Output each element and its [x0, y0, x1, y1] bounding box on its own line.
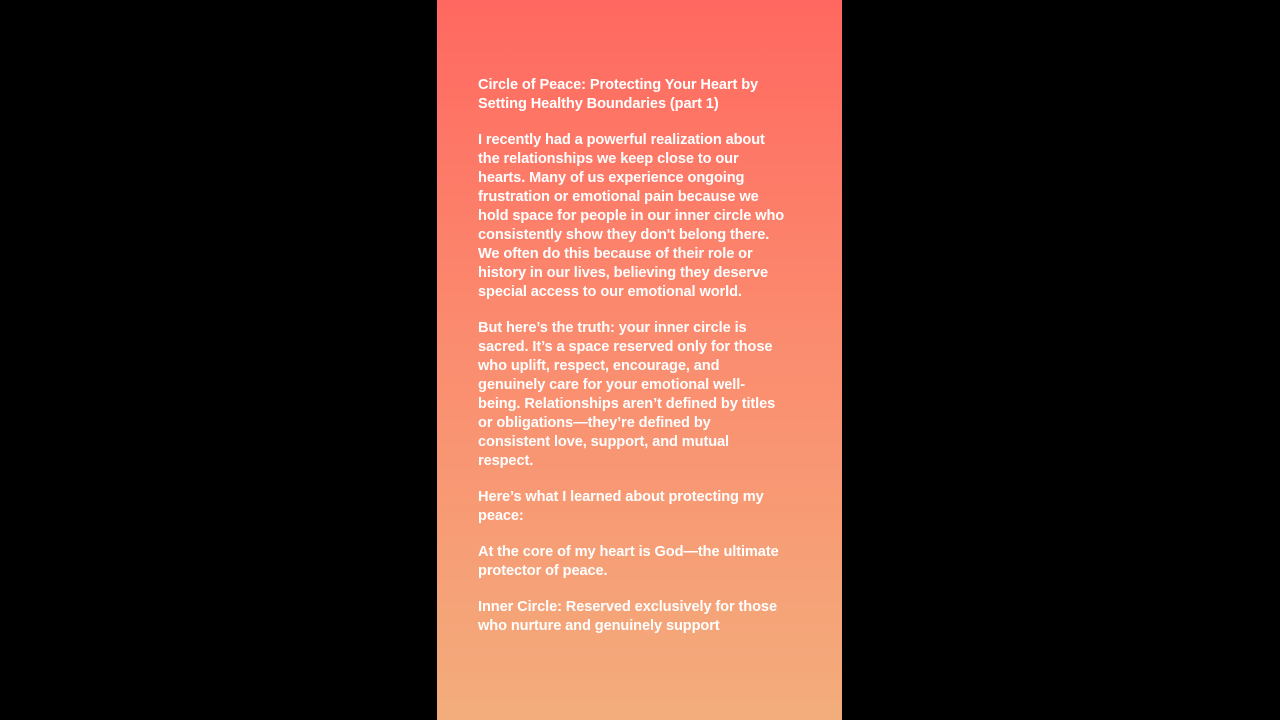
story-paragraph-1: I recently had a powerful realization about the relationships we keep close to our hearts. Many of us experience ongoing frustration or emotional pain because we hold space for people in our inner circle who consistently show they don't belong there. We often do this because of their role or history in our lives, believing they deserve special access to our emotional world. — [478, 132, 785, 300]
story-paragraph-2: But here’s the truth: your inner circle is sacred. It’s a space reserved only for those who uplift, respect, encourage, and genuinely care for your emotional well-being. Relationships aren’t defined by titles or obligations—they’re defined by consistent love, support, and mutual respect. — [478, 320, 776, 469]
story-paragraph-5: Inner Circle: Reserved exclusively for those who nurture and genuinely support — [478, 599, 777, 634]
story-title: Circle of Peace: Protecting Your Heart by Setting Healthy Boundaries (part 1) — [478, 77, 759, 112]
story-paragraph-3: Here’s what I learned about protecting my peace: — [478, 489, 764, 524]
story-paragraph-4: At the core of my heart is God—the ultimate protector of peace. — [478, 544, 779, 579]
story-text-block — [478, 76, 786, 653]
story-card — [437, 0, 842, 720]
